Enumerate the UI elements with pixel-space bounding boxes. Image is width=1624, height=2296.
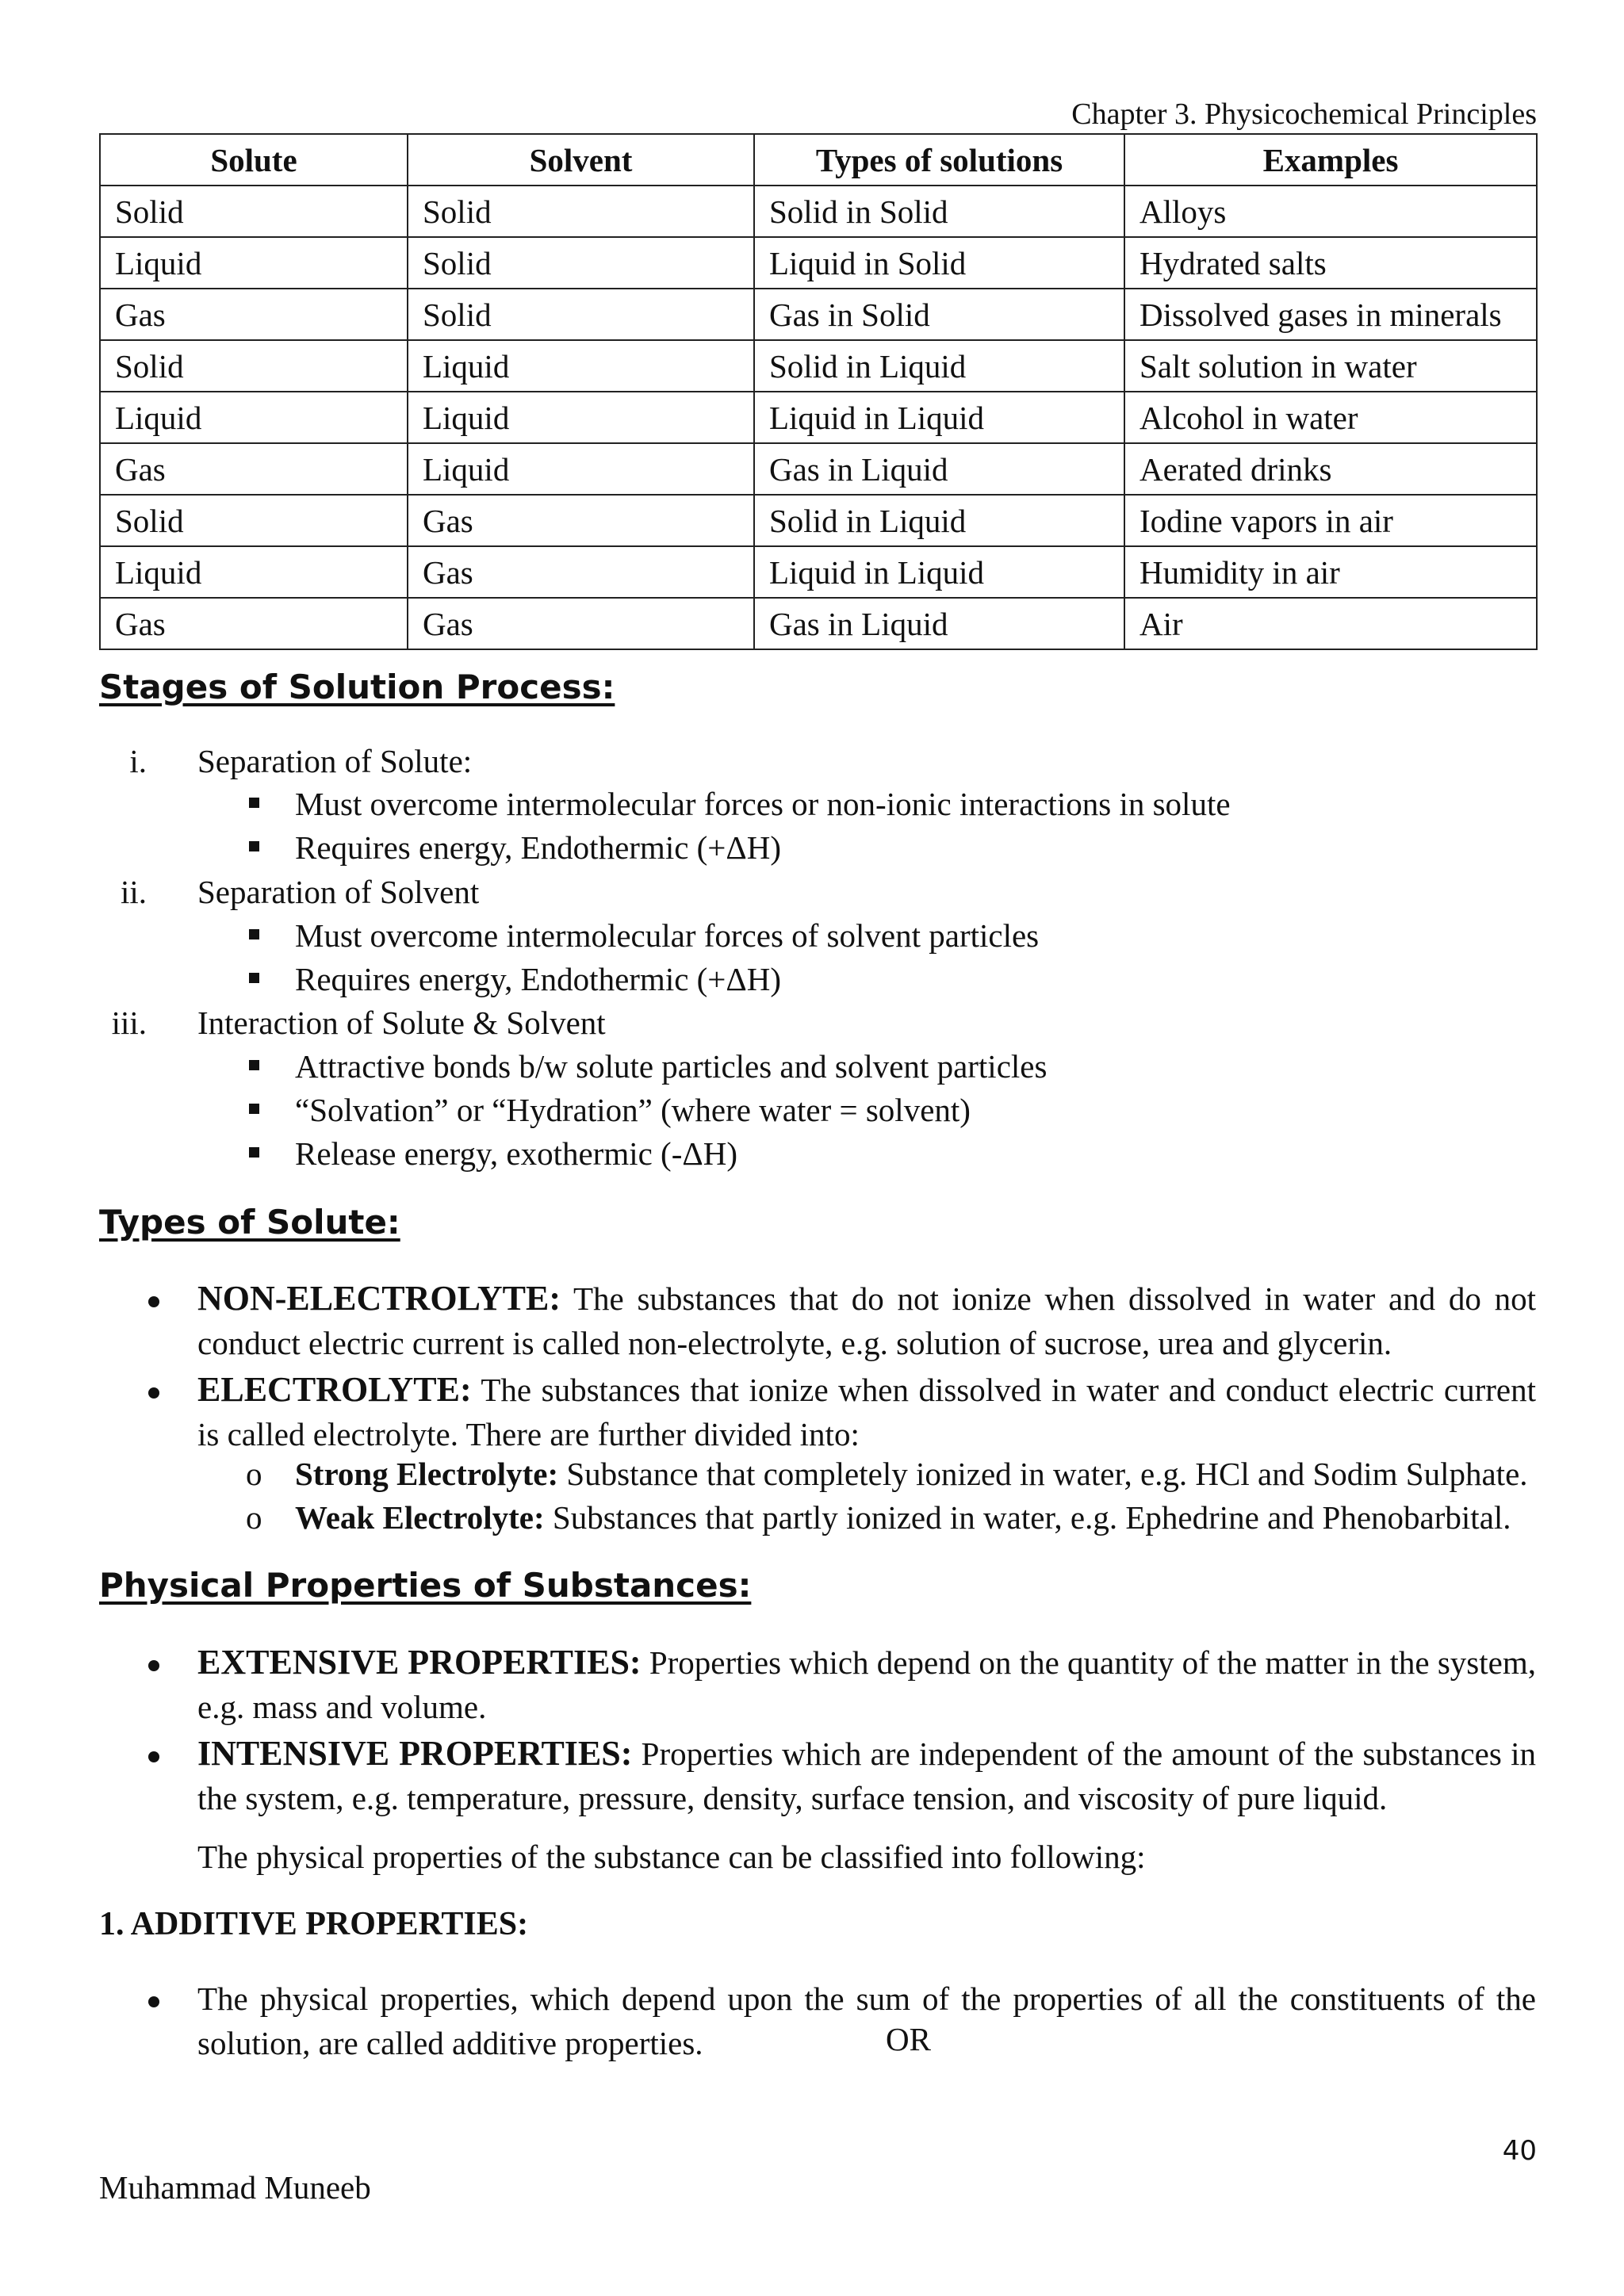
bullet-icon	[148, 1660, 159, 1671]
stage-point: Requires energy, Endothermic (+ΔH)	[295, 961, 782, 997]
electrolyte-term: ELECTROLYTE:	[197, 1370, 472, 1409]
column-header: Types of solutions	[754, 134, 1124, 186]
table-cell: Dissolved gases in minerals	[1124, 289, 1537, 340]
column-header: Solvent	[408, 134, 754, 186]
table-cell: Solid in Liquid	[754, 340, 1124, 392]
column-header: Examples	[1124, 134, 1537, 186]
square-bullet-icon	[249, 1104, 259, 1114]
table-cell: Salt solution in water	[1124, 340, 1537, 392]
extensive-text: Properties which depend on the quantity of the matter in the system, e.g. mass and volume.	[197, 1644, 1536, 1725]
author-name: Muhammad Muneeb	[99, 2169, 371, 2206]
table-row	[100, 598, 1537, 649]
square-bullet-icon	[249, 841, 259, 851]
table-cell: Gas	[408, 495, 754, 546]
table-cell: Alcohol in water	[1124, 392, 1537, 443]
table-row	[100, 289, 1537, 340]
strong-electrolyte-text: Substance that completely ionized in water, e.g. HCl and Sodim Sulphate.	[558, 1456, 1528, 1492]
stage-point: Must overcome intermolecular forces or non-ionic interactions in solute	[295, 786, 1231, 822]
bullet-icon	[148, 1751, 159, 1762]
stage-title: Separation of Solute:	[197, 743, 473, 779]
table-cell: Gas in Liquid	[754, 598, 1124, 649]
table-cell: Gas in Solid	[754, 289, 1124, 340]
table-cell: Aerated drinks	[1124, 443, 1537, 495]
table-cell: Liquid	[100, 392, 408, 443]
table-row	[100, 443, 1537, 495]
square-bullet-icon	[249, 973, 259, 983]
table-cell: Solid	[408, 186, 754, 237]
stage-point: Release energy, exothermic (-ΔH)	[295, 1135, 737, 1172]
table-cell: Iodine vapors in air	[1124, 495, 1537, 546]
table-cell: Liquid	[408, 392, 754, 443]
table-cell: Solid	[100, 495, 408, 546]
square-bullet-icon	[249, 1147, 259, 1158]
bullet-icon	[148, 1387, 159, 1399]
column-header: Solute	[100, 134, 408, 186]
weak-electrolyte-text: Substances that partly ionized in water, e.g. Ephedrine and Phenobarbital.	[544, 1499, 1511, 1536]
additive-text: The physical properties, which depend upon the sum of the properties of all the constituents of the solution, are called additive properties.	[197, 1980, 1536, 2061]
table-row	[100, 340, 1537, 392]
stage-point: Must overcome intermolecular forces of solvent particles	[295, 917, 1040, 954]
table-row	[100, 495, 1537, 546]
intensive-paragraph	[197, 1732, 1536, 1820]
additive-heading: 1. ADDITIVE PROPERTIES:	[99, 1906, 529, 1942]
list-number: i.	[129, 743, 147, 779]
weak-electrolyte-term: Weak Electrolyte:	[295, 1499, 545, 1536]
physical-properties-heading: Physical Properties of Substances:	[99, 1566, 752, 1605]
table-cell: Solid	[100, 340, 408, 392]
table-header-row	[100, 134, 1537, 186]
table-cell: Gas	[100, 443, 408, 495]
table-cell: Solid	[408, 237, 754, 289]
table-cell: Liquid in Liquid	[754, 546, 1124, 598]
stages-heading: Stages of Solution Process:	[99, 668, 615, 706]
stage-point: Attractive bonds b/w solute particles and solvent particles	[295, 1048, 1048, 1085]
bullet-icon	[148, 1296, 159, 1307]
extensive-term: EXTENSIVE PROPERTIES:	[197, 1643, 642, 1682]
table-row	[100, 392, 1537, 443]
table-cell: Gas	[408, 598, 754, 649]
table-cell: Gas	[100, 598, 408, 649]
table-row	[100, 186, 1537, 237]
solute-types-heading: Types of Solute:	[99, 1203, 400, 1242]
list-number: ii.	[120, 874, 147, 910]
electrolyte-text: The substances that ionize when dissolved in water and conduct electric current is called electrolyte. There are further divided into:	[197, 1372, 1536, 1452]
square-bullet-icon	[249, 929, 259, 939]
solution-types-table	[99, 133, 1538, 650]
strong-electrolyte-term: Strong Electrolyte:	[295, 1456, 559, 1492]
table-row	[100, 237, 1537, 289]
stage-title: Interaction of Solute & Solvent	[197, 1004, 606, 1041]
extensive-paragraph	[197, 1640, 1536, 1729]
table-cell: Liquid	[408, 443, 754, 495]
list-number: iii.	[111, 1004, 147, 1041]
table-cell: Humidity in air	[1124, 546, 1537, 598]
table-row	[100, 546, 1537, 598]
table-cell: Liquid	[100, 546, 408, 598]
table-cell: Solid	[100, 186, 408, 237]
table-cell: Liquid	[100, 237, 408, 289]
table-cell: Liquid	[408, 340, 754, 392]
table-cell: Gas in Liquid	[754, 443, 1124, 495]
table-cell: Alloys	[1124, 186, 1537, 237]
table-cell: Hydrated salts	[1124, 237, 1537, 289]
classify-text: The physical properties of the substance can be classified into following:	[197, 1839, 1146, 1875]
table-cell: Air	[1124, 598, 1537, 649]
intensive-text: Properties which are independent of the amount of the substances in the system, e.g. temperature, pressure, density, surface tension, and viscosity of pure liquid.	[197, 1735, 1536, 1816]
circle-bullet-icon: o	[246, 1456, 262, 1492]
page-number: 40	[1502, 2135, 1537, 2167]
table-cell: Gas	[100, 289, 408, 340]
square-bullet-icon	[249, 1060, 259, 1070]
or-text: OR	[886, 2021, 931, 2057]
table-cell: Solid	[408, 289, 754, 340]
circle-bullet-icon: o	[246, 1499, 262, 1536]
weak-electrolyte-item	[295, 1498, 1511, 1536]
table-cell: Liquid in Liquid	[754, 392, 1124, 443]
table-cell: Solid in Liquid	[754, 495, 1124, 546]
non-electrolyte-term: NON-ELECTROLYTE:	[197, 1279, 561, 1318]
chapter-header: Chapter 3. Physicochemical Principles	[1071, 98, 1537, 131]
stage-title: Separation of Solvent	[197, 874, 480, 910]
square-bullet-icon	[249, 798, 259, 808]
additive-paragraph	[197, 1976, 1536, 2065]
electrolyte-paragraph	[197, 1368, 1536, 1456]
stage-point: “Solvation” or “Hydration” (where water = solvent)	[295, 1092, 971, 1128]
table-cell: Liquid in Solid	[754, 237, 1124, 289]
non-electrolyte-paragraph	[197, 1276, 1536, 1365]
table-cell: Gas	[408, 546, 754, 598]
stage-point: Requires energy, Endothermic (+ΔH)	[295, 829, 782, 866]
bullet-icon	[148, 1996, 159, 2007]
intensive-term: INTENSIVE PROPERTIES:	[197, 1734, 633, 1773]
table-cell: Solid in Solid	[754, 186, 1124, 237]
non-electrolyte-text: The substances that do not ionize when dissolved in water and do not conduct electric current is called non-electrolyte, e.g. solution of sucrose, urea and glycerin.	[197, 1280, 1536, 1361]
table-body	[100, 186, 1537, 649]
strong-electrolyte-item	[295, 1455, 1528, 1493]
